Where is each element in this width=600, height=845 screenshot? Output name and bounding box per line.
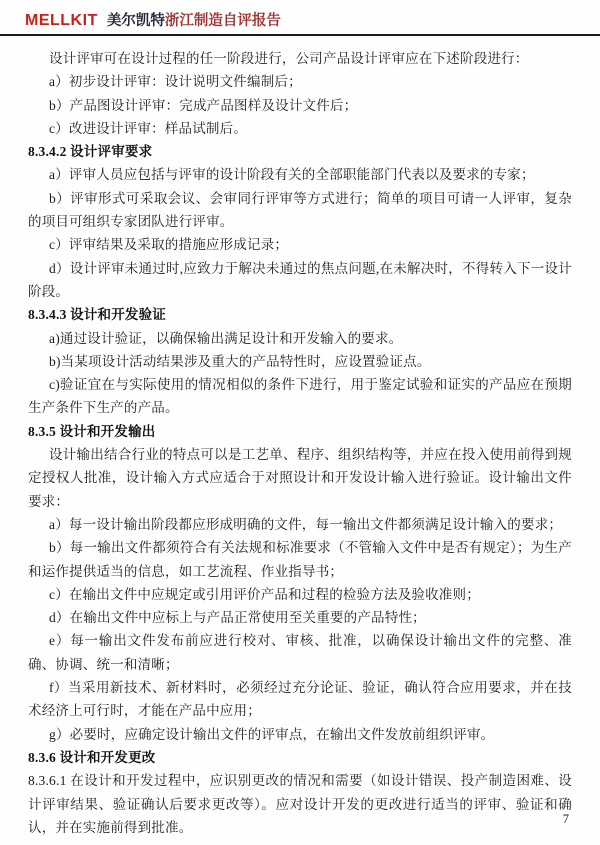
paragraph: 8.3.6.1 在设计和开发过程中，应识别更改的情况和需要（如设计错误、投产制造困难、设计评审结果、验证确认后要求更改等）。应对设计开发的更改进行适当的评审、验证和确认，并在实施前得到批准。 [28, 773, 572, 835]
page-header [0, 0, 600, 36]
paragraph: b)当某项设计活动结果涉及重大的产品特性时，应设置验证点。 [49, 353, 431, 369]
brand-logo: MELLKIT [25, 12, 98, 29]
section-heading: 8.3.4.3 设计和开发验证 [28, 307, 166, 323]
paragraph: 设计评审可在设计过程的任一阶段进行，公司产品设计评审应在下述阶段进行： [49, 51, 529, 66]
document-body [0, 36, 600, 839]
paragraph: a）初步设计评审：设计说明文件编制后； [49, 74, 302, 90]
section-heading: 8.3.5 设计和开发输出 [28, 423, 156, 439]
paragraph: a）每一设计输出阶段都应形成明确的文件，每一输出文件都须满足设计输入的要求； [49, 516, 563, 532]
paragraph: d）在输出文件中应标上与产品正常使用至关重要的产品特性； [49, 610, 426, 626]
paragraph: b）产品图设计评审：完成产品图样及设计文件后； [49, 97, 358, 113]
paragraph: e）每一输出文件发布前应进行校对、审核、批准，以确保设计输出文件的完整、准确、协调、统一和清晰； [28, 633, 572, 672]
header-title-company: 美尔凯特 [106, 13, 165, 29]
paragraph: b）评审形式可采取会议、会审同行评审等方式进行；简单的项目可请一人评审，复杂的项目可组织专家团队进行评审。 [28, 190, 572, 230]
paragraph: c)验证宜在与实际使用的情况相似的条件下进行，用于鉴定试验和证实的产品应在预期生产条件下生产的产品。 [28, 377, 572, 416]
paragraph: 设计输出结合行业的特点可以是工艺单、程序、组织结构等，并应在投入使用前得到规定授权人批准，设计输入方式应适合于对照设计和开发设计输入进行验证。设计输出文件要求： [28, 447, 572, 509]
section-heading: 8.3.6 设计和开发更改 [28, 749, 156, 765]
section-heading: 8.3.4.2 设计评审要求 [28, 144, 153, 160]
page-number: 7 [562, 812, 569, 826]
paragraph: c）在输出文件中应规定或引用评价产品和过程的检验方法及验收准则； [49, 586, 480, 602]
paragraph: g）必要时，应确定设计输出文件的评审点，在输出文件发放前组织评审。 [49, 726, 495, 742]
paragraph: a)通过设计验证，以确保输出满足设计和开发输入的要求。 [49, 330, 403, 346]
paragraph: b）每一输出文件都须符合有关法规和标准要求（不管输入文件中是否有规定）；为生产和运作提供适当的信息，如工艺流程、作业指导书； [28, 540, 572, 579]
paragraph: f）当采用新技术、新材料时，必须经过充分论证、验证，确认符合应用要求，并在技术经济上可行时，才能在产品中应用； [28, 680, 572, 719]
header-title-report: 浙江制造自评报告 [164, 13, 281, 29]
paragraph: c）评审结果及采取的措施应形成记录； [49, 237, 289, 253]
paragraph: a）评审人员应包括与评审的设计阶段有关的全部职能部门代表以及要求的专家； [49, 167, 535, 183]
paragraph: c）改进设计评审：样品试制后。 [49, 120, 247, 136]
paragraph: d）设计评审未通过时,应致力于解决未通过的焦点问题,在未解决时，不得转入下一设计阶段。 [28, 260, 572, 299]
